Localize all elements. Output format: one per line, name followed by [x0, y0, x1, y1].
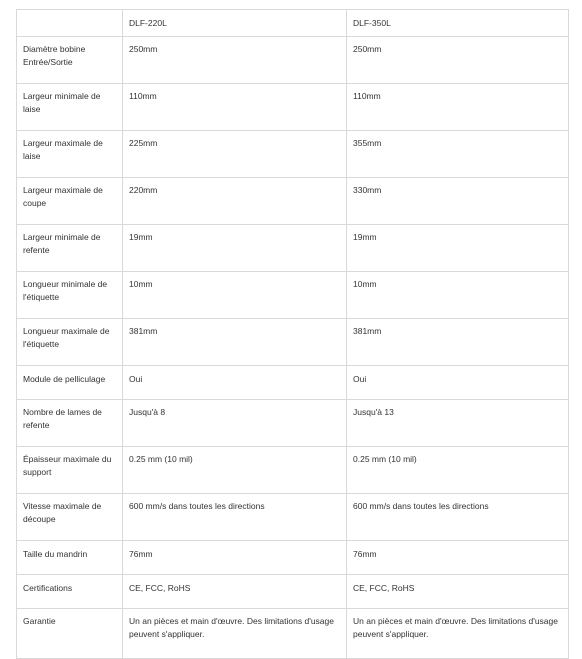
row-label: Garantie [17, 609, 123, 659]
table-row [17, 84, 569, 131]
row-label: Longueur minimale de l'étiquette [17, 272, 123, 319]
table-row [17, 131, 569, 178]
row-value-dlf-350l: 330mm [347, 178, 569, 225]
row-label: Largeur maximale de laise [17, 131, 123, 178]
row-label: Épaisseur maximale du support [17, 447, 123, 494]
row-label: Taille du mandrin [17, 541, 123, 575]
row-label: Largeur minimale de refente [17, 225, 123, 272]
row-value-dlf-350l: 381mm [347, 319, 569, 366]
row-value-dlf-220l: Oui [123, 366, 347, 400]
row-value-dlf-220l: 600 mm/s dans toutes les directions [123, 494, 347, 541]
row-value-dlf-220l: 110mm [123, 84, 347, 131]
row-value-dlf-220l: Un an pièces et main d'œuvre. Des limitations d'usage peuvent s'appliquer. [123, 609, 347, 659]
row-value-dlf-350l: 19mm [347, 225, 569, 272]
row-value-dlf-350l: CE, FCC, RoHS [347, 575, 569, 609]
row-value-dlf-220l: CE, FCC, RoHS [123, 575, 347, 609]
row-value-dlf-220l: 250mm [123, 37, 347, 84]
table-row [17, 447, 569, 494]
row-value-dlf-350l: Jusqu'à 13 [347, 400, 569, 447]
header-cell-dlf-350l: DLF-350L [347, 10, 569, 37]
table-row [17, 37, 569, 84]
row-value-dlf-220l: 19mm [123, 225, 347, 272]
table-header-row [17, 10, 569, 37]
row-label: Module de pelliculage [17, 366, 123, 400]
table-row [17, 225, 569, 272]
table-row [17, 400, 569, 447]
row-label: Vitesse maximale de découpe [17, 494, 123, 541]
row-value-dlf-220l: 76mm [123, 541, 347, 575]
row-label: Longueur maximale de l'étiquette [17, 319, 123, 366]
table-row [17, 575, 569, 609]
table-row [17, 272, 569, 319]
table-row [17, 541, 569, 575]
row-value-dlf-350l: 76mm [347, 541, 569, 575]
row-value-dlf-350l: Un an pièces et main d'œuvre. Des limitations d'usage peuvent s'appliquer. [347, 609, 569, 659]
row-value-dlf-350l: 10mm [347, 272, 569, 319]
row-value-dlf-220l: Jusqu'à 8 [123, 400, 347, 447]
row-value-dlf-350l: 355mm [347, 131, 569, 178]
row-value-dlf-220l: 381mm [123, 319, 347, 366]
row-label: Diamètre bobine Entrée/Sortie [17, 37, 123, 84]
row-value-dlf-350l: 0.25 mm (10 mil) [347, 447, 569, 494]
header-cell-empty [17, 10, 123, 37]
table-row [17, 609, 569, 659]
row-value-dlf-350l: Oui [347, 366, 569, 400]
row-label: Largeur minimale de laise [17, 84, 123, 131]
row-value-dlf-350l: 250mm [347, 37, 569, 84]
table-row [17, 178, 569, 225]
row-value-dlf-220l: 220mm [123, 178, 347, 225]
row-value-dlf-350l: 600 mm/s dans toutes les directions [347, 494, 569, 541]
table-row [17, 319, 569, 366]
row-value-dlf-220l: 0.25 mm (10 mil) [123, 447, 347, 494]
row-value-dlf-350l: 110mm [347, 84, 569, 131]
spec-table [16, 9, 569, 659]
table-row [17, 494, 569, 541]
row-label: Certifications [17, 575, 123, 609]
table-row [17, 366, 569, 400]
row-label: Largeur maximale de coupe [17, 178, 123, 225]
row-value-dlf-220l: 225mm [123, 131, 347, 178]
header-cell-dlf-220l: DLF-220L [123, 10, 347, 37]
row-value-dlf-220l: 10mm [123, 272, 347, 319]
row-label: Nombre de lames de refente [17, 400, 123, 447]
